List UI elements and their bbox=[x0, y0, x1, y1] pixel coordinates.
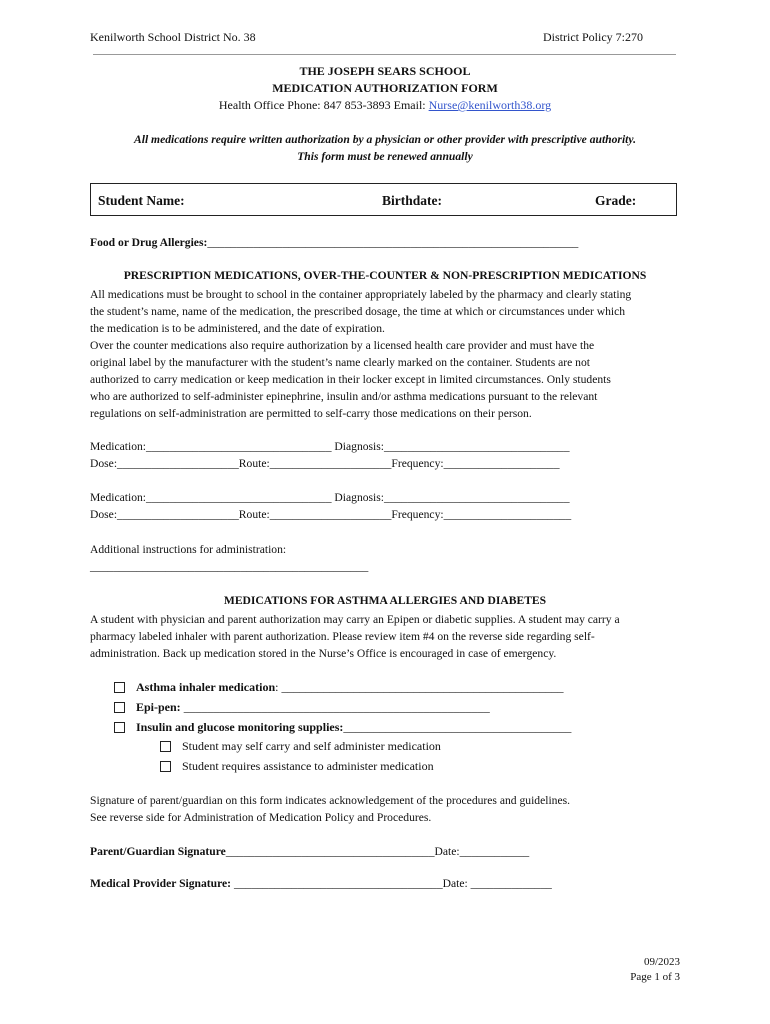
asthma-inhaler-blank: : _______________________________________________ bbox=[275, 680, 564, 694]
paragraph-line: regulations on self-administration are permitted to self-carry those medications on their person. bbox=[90, 407, 532, 420]
paragraph-line: who are authorized to self-administer epinephrine, insulin and/or asthma medications pursuant to the relevant bbox=[90, 390, 598, 403]
epipen-checkbox[interactable] bbox=[114, 702, 125, 713]
form-title: MEDICATION AUTHORIZATION FORM bbox=[272, 81, 498, 95]
self-carry-label: Student may self carry and self administer medication bbox=[182, 739, 441, 753]
provider-signature-label: Medical Provider Signature: bbox=[90, 877, 232, 890]
parent-signature-label: Parent/Guardian Signature bbox=[90, 845, 226, 858]
provider-date-field[interactable]: Date: ______________ bbox=[442, 877, 552, 890]
assistance-checkbox[interactable] bbox=[160, 761, 171, 772]
birthdate-label: Birthdate: bbox=[382, 193, 442, 208]
self-carry-checkbox[interactable] bbox=[160, 741, 171, 752]
epipen-label: Epi-pen: bbox=[136, 700, 181, 714]
asthma-inhaler-checkbox[interactable] bbox=[114, 682, 125, 693]
paragraph-line: A student with physician and parent authorization may carry an Epipen or diabetic supplies. A student may carry a bbox=[90, 613, 620, 626]
dose-route-frequency-field-1[interactable]: Dose:_____________________Route:_____________________Frequency:____________________ bbox=[90, 457, 560, 470]
medication-diagnosis-field-2[interactable]: Medication:________________________________ Diagnosis:________________________________ bbox=[90, 491, 570, 504]
epipen-blank: ___________________________________________________ bbox=[180, 700, 490, 714]
contact-phone: Health Office Phone: 847 853-3893 Email: bbox=[218, 98, 429, 112]
paragraph-line: original label by the manufacturer with the student’s name clearly marked on the container. Students are not bbox=[90, 356, 590, 369]
provider-signature-blank: ____________________________________ bbox=[231, 877, 443, 890]
contact-line bbox=[0, 98, 770, 113]
nurse-email-link[interactable]: Nurse@kenilworth38.org bbox=[428, 98, 552, 112]
prescription-heading: PRESCRIPTION MEDICATIONS, OVER-THE-COUNTER & NON-PRESCRIPTION MEDICATIONS bbox=[123, 269, 647, 282]
allergies-blank: ________________________________________________________________ bbox=[207, 236, 579, 249]
student-name-label: Student Name: bbox=[98, 193, 185, 208]
grade-label: Grade: bbox=[595, 193, 637, 208]
provider-signature-field[interactable] bbox=[90, 877, 552, 890]
allergies-label: Food or Drug Allergies: bbox=[90, 236, 208, 249]
footer-date: 09/2023 bbox=[643, 956, 680, 968]
page-number: Page 1 of 3 bbox=[630, 971, 680, 983]
paragraph-line: administration. Back up medication stored in the Nurse’s Office is encouraged in case of emergency. bbox=[90, 647, 557, 660]
policy-number: District Policy 7:270 bbox=[543, 30, 643, 44]
paragraph-line: All medications must be brought to school in the container appropriately labeled by the pharmacy and clearly stating bbox=[90, 288, 632, 301]
school-title: THE JOSEPH SEARS SCHOOL bbox=[299, 64, 471, 78]
paragraph-line: the medication is to be administered, and the date of expiration. bbox=[90, 322, 385, 335]
asthma-heading: MEDICATIONS FOR ASTHMA ALLERGIES AND DIABETES bbox=[223, 594, 547, 607]
paragraph-line: pharmacy labeled inhaler with parent authorization. Please review item #4 on the reverse side regarding self- bbox=[90, 630, 595, 643]
insulin-label: Insulin and glucose monitoring supplies: bbox=[136, 720, 344, 734]
asthma-paragraph bbox=[90, 611, 685, 662]
parent-signature-blank: ____________________________________ bbox=[225, 845, 435, 858]
paragraph-line: authorized to carry medication or keep medication in their locker except in limited circumstances. Only students bbox=[90, 373, 611, 386]
parent-date-field[interactable]: Date:____________ bbox=[434, 845, 530, 858]
insulin-checkbox[interactable] bbox=[114, 722, 125, 733]
medication-diagnosis-field-1[interactable]: Medication:________________________________ Diagnosis:________________________________ bbox=[90, 440, 570, 453]
parent-signature-field[interactable] bbox=[90, 845, 529, 858]
district-name: Kenilworth School District No. 38 bbox=[90, 30, 256, 44]
paragraph-line: the student’s name, name of the medication, the prescribed dosage, the time at which or circumstances under which bbox=[90, 305, 626, 318]
renewal-notice: This form must be renewed annually bbox=[297, 150, 473, 163]
additional-instructions-field[interactable]: ________________________________________________ bbox=[90, 560, 369, 573]
allergies-field[interactable] bbox=[90, 236, 578, 249]
paragraph-line: Over the counter medications also require authorization by a licensed health care provider and must have the bbox=[90, 339, 595, 352]
additional-instructions-label: Additional instructions for administration: bbox=[90, 543, 287, 556]
prescription-paragraph bbox=[90, 286, 685, 422]
authorization-notice: All medications require written authorization by a physician or other provider with prescriptive authority. bbox=[133, 133, 636, 146]
signature-note-line: Signature of parent/guardian on this form indicates acknowledgement of the procedures and guidelines. bbox=[90, 794, 571, 807]
dose-route-frequency-field-2[interactable]: Dose:_____________________Route:_____________________Frequency:______________________ bbox=[90, 508, 572, 521]
insulin-blank: ______________________________________ bbox=[343, 720, 572, 734]
asthma-inhaler-label: Asthma inhaler medication bbox=[136, 680, 276, 694]
student-info-box bbox=[90, 183, 677, 216]
assistance-label: Student requires assistance to administer medication bbox=[182, 759, 434, 773]
signature-note-line: See reverse side for Administration of Medication Policy and Procedures. bbox=[90, 811, 432, 824]
header-divider bbox=[93, 54, 676, 55]
